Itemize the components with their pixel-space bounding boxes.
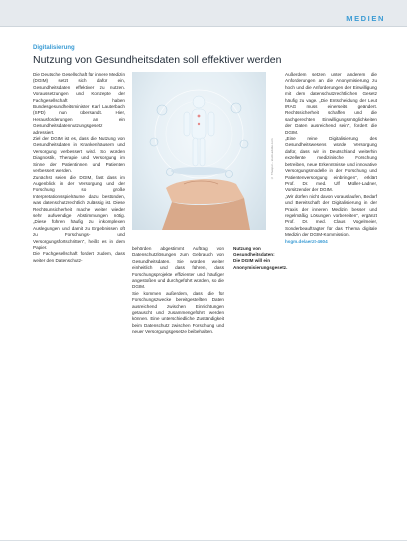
paragraph: Ziel der DGIM ist es, dass die Nutzung von Gesundheitsdaten in Krankenhäusern und Versorgung verbessert wird. So würden Diagnostik, Therapie und Versorgung im Sinne der Patientinnen und Patienten verbessert werden. bbox=[33, 136, 125, 174]
header-divider bbox=[0, 26, 407, 27]
article-headline: Nutzung von Gesundheitsdaten soll effektiver werden bbox=[33, 54, 282, 66]
paragraph: Die Deutsche Gesellschaft für innere Medizin (DGIM) setzt sich dafür ein, Gesundheitsdaten effektiver zu nutzen. Voraussetzungen und Konzepte der Fachgesellschaft haben Bundesgesundheitsminister Karl Lauterbach (SPD) nun übersandt. Hier, Herausforderungen an ein Gesundheitsdatennutzungsgesetz adressiert. bbox=[33, 72, 125, 135]
article-kicker: Digitalisierung bbox=[33, 45, 75, 51]
paragraph: Außerdem setzen unter anderem die Anforderungen an die Anonymisierung zu hoch und die Anforderungen der Einwilligung mit dem datenschutzrechtlichen Gesetz häufig zu vage. „Die Entscheidung der Leut IRAG muss einerseits geändert. Rechtssicherheit schaffen und die sachgerechten Einwilligungsmöglichkeiten der Daten ausreichend sein“, fordert die DGIM. bbox=[285, 72, 377, 135]
article-column-3 bbox=[285, 72, 377, 245]
paragraph: behörden abgestimmt Auftrag von Datenschutzlösungen zum Gebrauch von Gesundheitsdaten. Sie würden weiter einheitlich und dass führen, dass Forschungsprojekte effizienter und häufiger angestoßen und durchgeführt würden, so die DGIM. bbox=[132, 246, 224, 290]
article-column-2 bbox=[132, 246, 224, 336]
paragraph: Die Fachgesellschaft fordert zudem, dass weiter den Datenschutz- bbox=[33, 251, 125, 263]
paragraph: Zunächst seien die DGIM, fast dass im Augenblick in der Versorgung und der Forschung so große Interpretationsspielräume dazu bestünden, was datenschutzrechtlich zulässig ist. Diese Rechtsunsicherheit mache weiter wieder sehr aufwendige Abstimmungen nötig. „Diese führen häufig zu inkomplexen Auslegungen und damit zu Ergebnissen oft zu Forschungs- und Versorgungsfortschritten“, heißt es in dem Papier. bbox=[33, 174, 125, 250]
paragraph: Sie kommen außerdem, dass die für Forschungszwecke bereitgestellten Daten ausreichend zwischen Einrichtungen getauscht und zusammengeführt werden können. Eine unterschiedliche Zuständigkeit beim Datenschutz zwischen Forschung und neuer Versorgungsgesetze beibehalten. bbox=[132, 290, 224, 335]
article-column-1 bbox=[33, 72, 125, 264]
photo-credit: © Thaspol – stock.adobe.com bbox=[270, 138, 274, 180]
article-link[interactable]: hsgm.de/aerzt-4604 bbox=[285, 238, 328, 244]
article-photo bbox=[132, 72, 266, 230]
hand-holding-human-hologram-illustration bbox=[132, 72, 266, 230]
photo-caption: Nutzung von Gesundheitsdaten: Die DGIM will ein Anonymisierungsgesetz. bbox=[233, 246, 288, 270]
paragraph: „Eine reine Digitalisierung des Gesundheitswesens würde Versorgung dafür, dass wir in Deutschland weiterhin exzellente medizinische Forschung betreiben, neue Erkenntnisse und innovative Versorgungsmodelle in der Forschung und Patientenversorgung einbringen“, erklärt Prof. Dr. med. Ulf Müller-Ladner, Vorsitzender der DGIM. bbox=[285, 136, 377, 193]
section-label: MEDIEN bbox=[346, 14, 385, 23]
footer-divider bbox=[0, 540, 407, 541]
paragraph: „Wir dürfen nicht davon vorauslaufen, Bedarf und Bereitschaft der Digitalisierung in der Praxis der inneren Medizin besser und regelmäßig Lösungen vorbereiten“, ergänzt Prof. Dr. med. Claus Vogelmeier, Sonderbeauftragter für das Thema digitale Medizin der DGIM-Kommission. bbox=[285, 193, 377, 238]
